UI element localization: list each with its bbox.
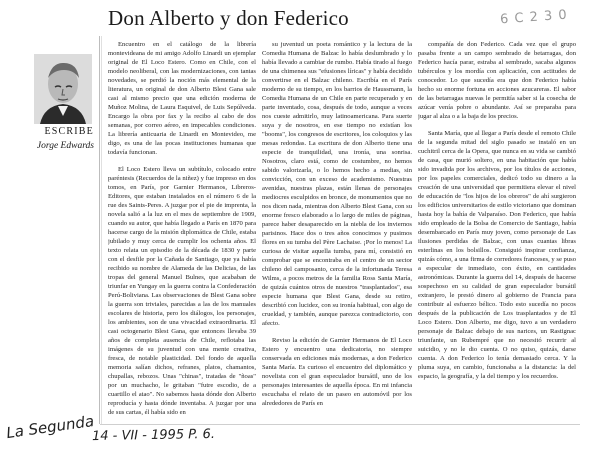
column-divider (99, 36, 100, 424)
column-label: ESCRIBE (44, 126, 94, 137)
article-column-2 (262, 40, 412, 424)
paragraph: El Loco Estero lleva un subtítulo, colocado entre paréntesis (Recuerdos de la niñez) y fue impreso en dos tomos, en París, por Garnier Hermanos, Libreros-Editores, que estaban instalados en el número 6 de la rue des Saints-Peres. A juzgar por el pie de imprenta, la novela salió a la luz en el mes de septiembre de 1909, cuando su autor, que había llegado a París en 1870 para hacerse cargo de la misión diplomática de Chile, estaba jubilado y muy cerca de cumplir los ochenta años. El texto relata un episodio de la década de 1830 y parte con el desfile por la Cañada de Santiago, que ya había recibido su nombre de Alameda de las Delicias, de las tropas del general Manuel Bulnes, que acababan de triunfar en Yungay en la guerra contra la Confederación Perú-Boliviana. Las observaciones de Blest Gana sobre la guerra son triviales, parecidas a las de los manuales escolares de historia, pero los diálogos, los personajes, los ambientes, son de una vivacidad extraordinaria. El casi octogenario Blest Gana, que entonces llevaba 39 años de completa ausencia de Chile, reflotaba las imágenes de su juventud con una mente creativa, fresca, de notable plasticidad. Del fondo de aquella memoria salían dichos, refranes, platos, chamantos, chupallas, rebozos. Unas "chinas", tratadas de "ñoas" por un muchacho, le gritaban "futre escodio, de a cuartillo el atao". No sabemos hasta dónde don Alberto reproducía y hasta dónde inventaba. A juzgar por una de sus cartas, él había sido en (108, 166, 256, 416)
paragraph: Santa María, que al llegar a París desde el remoto Chile de la segunda mitad del siglo pasado se instaló en un cuchitril cerca de la Opera, que nunca en su vida se cambió de casa, que murió soltero, en una habitación que había sido invadida por los archivos, por los títulos de acciones, por los papeles comerciales, dedicó todo su dinero a la creación de una universidad que permitiera elevar el nivel de educación de "los hijos de los obreros" de ahí surgieron los edificios universitarios de estilo victoriano que dominan hasta hoy la bahía de Valparaíso. Don Federico, que había sido empleado de la Bolsa de Comercio de Santiago, había desembarcado en París muy joven, como personaje de Las ilusiones perdidas de Balzac, con unas cuantas libras esterlinas en los bolsillos. Consiguió inspirar confianza, quizás cómo, a una firma de corredores franceses, y se puso a especular de inmediato, con éxito, en cantidades astronómicas. Durante la guerra del 14, después de hacerse sospechoso en su calidad de gran especulador bursátil extranjero, le prestó dinero al gobierno de Francia para contribuir al esfuerzo bélico. Todo esto sucedía no pocos después de la publicación de Los trasplantados y de El Loco Estero. Don Alberto, me digo, tuvo a un verdadero personaje de Balzac debajo de sus narices, un Rastignac triunfante, un Rubempré que no necesitó recurrir al suicidio, y no le dio cuenta. O no quiso, quizás, darse cuenta. A don Federico lo tenía demasiado cerca. Y la pluma suya, en cambio, funcionaba a la distancia: la del espacio, la geografía, y la del tiempo y los recuerdos. (418, 130, 576, 380)
paragraph: su juventud un poeta romántico y la lectura de la Comedia Humana de Balzac lo había deslumbrado y lo había llevado a cambiar de rumbo. Había tirado al fuego de una chimenea sus "efusiones líricas" y había decidido convertirse en el Balzac chileno. Escribía en el París moderno de su tiempo, en los barrios de Haussmann, la Comedia Humana de un Chile en parte recuperado y en parte inventado, cosa, después de todo, aunque a veces nos cueste admitirlo, muy latinoamericana. Para suerte suya y de nosotros, en ese tiempo no existían los "booms", los congresos de escritores, los coloquios y las mesas redondas. La escritura de don Alberto tiene una especie de tranquilidad, una ironía, una sonrisa. Nosotros, claro está, como de costumbre, no hemos sabido valorizarla, o lo hemos hecho a medias, sin convicción, con un exceso de academismo. Nuestras avenidas, nuestras plazas, están llenas de personajes mediocres esculpidos en bronce, de monumentos que no nos dicen nada, mientras don Alberto Blest Gana, con su enorme fresco elaborado a lo largo de miles de páginas, parece haber desaparecido en la niebla de los inviernos parisinos. Hace dos o tres años conocimos y pusimos flores en su tumba del Père Lachaise. ¡Por lo menos! La curiosa de visitar aquella tumba, para mí, consistió en comprobar que se encontraba en el centro de un sector chileno del camposanto, cerca de la infortunada Teresa Wilms, a pocos metros de la familia Ross Santa María, de quizás cuántos otros de nuestros "trasplantados", esa especie humana que Blest Gana, desde su retiro, describió con lucidez, con su ironía habitual, con algo de crueldad, y también, aunque parezca contradictorio, con afecto. (262, 41, 412, 327)
article-column-3 (418, 40, 576, 424)
handwritten-date: 14 - VII - 1995 P. 6. (91, 426, 216, 445)
archive-stamp: 6 C 2 3 0 (499, 7, 569, 28)
author-name: Jorge Edwards (36, 141, 94, 151)
author-portrait (34, 54, 92, 124)
handwritten-source: La Segunda (5, 411, 96, 443)
paragraph: compañía de don Federico. Cada vez que el grupo pasaba frente a un campo sembrado de betarragas, don Federico hacía parar, estraba al sembrado, sacaba algunos tubérculos y los mordía con aplicación, con actitudes de conocedor. Lo que sucedía era que don Federico había hecho su enorme fortuna en acciones azucareras. El sabor de las betarragas nuevas le permitía saber si la cosecha de azúcar venía pobre o abundante. Así se preparaba para jugar al alza o a la baja de los precios. (418, 41, 576, 120)
paragraph: Encuentro en el catálogo de la librería montevideana de mi amigo Adolfo Linardi un ejemplar original de El Loco Estero. Como en Chile, con el modelo neoliberal, con las modernizaciones, con tantas novedades, se perdió la noción más elemental de la literatura, un original de don Alberto Blest Gana sale casi al mismo precio que una edición moderna de Muñoz Molina, de Laura Esquivel, de Luis Sepúlveda. Encargo la obra por fax y la recibo al cabo de dos semanas, por correo aéreo, en impecables condiciones. La librería anticuaria de Linardi en Montevideo, me digo, es una de las pocas instituciones humanas que todavía funcionan. (108, 41, 256, 156)
bottom-rule (100, 424, 580, 425)
article-column-1 (108, 40, 256, 424)
paragraph: Reviso la edición de Garnier Hermanos de El Loco Estero y encuentro una dedicatoria, no siempre conservada en ediciones más modernas, a don Federico Santa María. Es curioso el encuentro del diplomático y novelista con el gran especulador bursátil, uno de los personajes interesantes de aquella época. En mi infancia escuchaba el relato de un paseo en automóvil por los alrededores de París en (262, 337, 412, 407)
article-title: Don Alberto y don Federico (108, 6, 349, 30)
column-divider-shadow (101, 36, 102, 424)
author-portrait-drawing (34, 54, 92, 124)
